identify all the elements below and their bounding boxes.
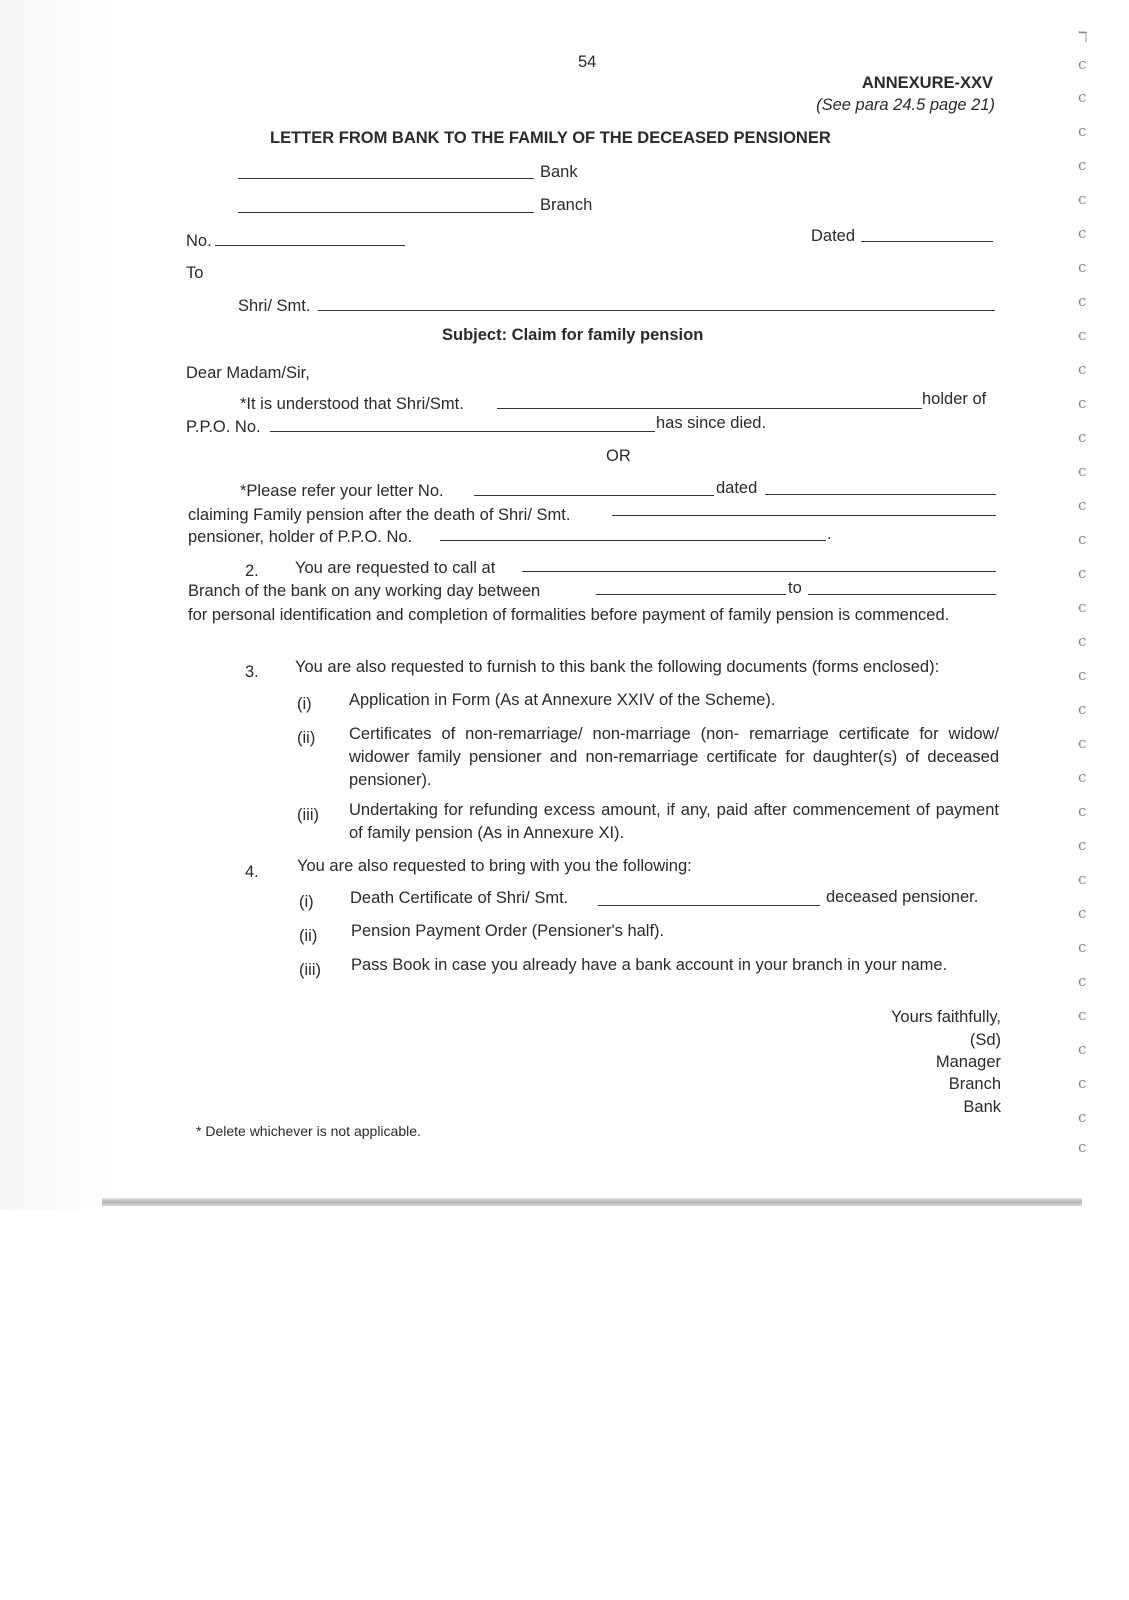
page-binding-shadow bbox=[0, 0, 120, 1210]
subject-line: Subject: Claim for family pension bbox=[442, 326, 704, 344]
sentence-period: . bbox=[827, 525, 832, 543]
branch-address-blank[interactable] bbox=[522, 571, 996, 572]
list-item-text: Certificates of non-remarriage/ non-marriage (non- remarriage certificate for widow/ widower family pensioner and non-remarriage certificate for daughter(s) of deceased pensioner). bbox=[349, 725, 999, 789]
salutation: Dear Madam/Sir, bbox=[186, 364, 310, 382]
branch-label: Branch bbox=[540, 196, 593, 214]
list-item-text: Application in Form (As at Annexure XXIV of the Scheme). bbox=[349, 691, 776, 709]
para2-number: 2. bbox=[245, 562, 259, 580]
page-number: 54 bbox=[578, 53, 597, 71]
letter-no-label: No. bbox=[186, 232, 212, 250]
para2-rest: for personal identification and completion of formalities before payment of family pension is commenced. bbox=[188, 606, 950, 624]
ppo-label: P.P.O. No. bbox=[186, 418, 261, 436]
letter-number-blank[interactable] bbox=[474, 495, 714, 496]
letter-no-blank[interactable] bbox=[215, 245, 405, 246]
para1-text: *It is understood that Shri/Smt. bbox=[240, 395, 464, 413]
deceased-name-blank-2[interactable] bbox=[612, 515, 996, 516]
closing-branch: Branch bbox=[948, 1075, 1001, 1093]
footnote: * Delete whichever is not applicable. bbox=[196, 1123, 421, 1139]
addressee-name-blank[interactable] bbox=[318, 310, 995, 311]
deceased-name-blank-3[interactable] bbox=[598, 905, 820, 906]
list-item-number: (i) bbox=[297, 695, 312, 713]
dated-blank[interactable] bbox=[861, 241, 993, 242]
addressee-label: Shri/ Smt. bbox=[238, 297, 311, 315]
list-item-text: Pass Book in case you already have a bank account in your branch in your name. bbox=[351, 956, 948, 974]
para4-text: You are also requested to bring with you the following: bbox=[297, 857, 692, 875]
page-title: LETTER FROM BANK TO THE FAMILY OF THE DECEASED PENSIONER bbox=[270, 129, 831, 147]
bank-name-blank[interactable] bbox=[238, 178, 534, 179]
see-para-reference: (See para 24.5 page 21) bbox=[816, 96, 995, 114]
para4-number: 4. bbox=[245, 863, 259, 881]
to-text: to bbox=[788, 579, 802, 597]
para3-number: 3. bbox=[245, 663, 259, 681]
list-item-text: Pension Payment Order (Pensioner's half). bbox=[351, 922, 665, 940]
letter-date-blank[interactable] bbox=[765, 494, 996, 495]
claiming-text: claiming Family pension after the death of Shri/ Smt. bbox=[188, 506, 571, 524]
list-item-number: (i) bbox=[299, 893, 314, 911]
has-died-text: has since died. bbox=[656, 414, 767, 432]
holder-of-text: holder of bbox=[922, 390, 987, 408]
list-item-number: (iii) bbox=[297, 806, 319, 824]
closing-sd: (Sd) bbox=[969, 1031, 1001, 1049]
dated-label: Dated bbox=[811, 227, 856, 245]
closing-bank: Bank bbox=[963, 1098, 1001, 1116]
deceased-name-blank[interactable] bbox=[497, 408, 922, 409]
time-to-blank[interactable] bbox=[808, 594, 996, 595]
call-at-text: You are requested to call at bbox=[295, 559, 496, 577]
bank-label: Bank bbox=[540, 163, 578, 181]
list-item-number: (ii) bbox=[299, 927, 318, 945]
or-separator: OR bbox=[606, 447, 631, 465]
ppo-number-blank-2[interactable] bbox=[440, 540, 826, 541]
list-item-number: (ii) bbox=[297, 729, 316, 747]
time-from-blank[interactable] bbox=[596, 594, 786, 595]
closing-manager: Manager bbox=[935, 1053, 1001, 1071]
death-certificate-text: Death Certificate of Shri/ Smt. bbox=[350, 889, 569, 907]
closing-yours-faithfully: Yours faithfully, bbox=[890, 1008, 1001, 1026]
pensioner-ppo-text: pensioner, holder of P.P.O. No. bbox=[188, 528, 413, 546]
dated-text: dated bbox=[716, 479, 758, 497]
para3-text: You are also requested to furnish to this bank the following documents (forms enclosed): bbox=[295, 658, 940, 676]
to-label: To bbox=[186, 264, 204, 282]
page-bottom-edge bbox=[102, 1198, 1082, 1206]
annexure-label: ANNEXURE-XXV bbox=[861, 74, 993, 92]
ppo-number-blank[interactable] bbox=[270, 431, 655, 432]
working-day-text: Branch of the bank on any working day between bbox=[188, 582, 541, 600]
list-item-text: Undertaking for refunding excess amount, if any, paid after commencement of payment of family pension (As in Annexure XI). bbox=[349, 801, 999, 842]
list-item-number: (iii) bbox=[299, 961, 321, 979]
branch-name-blank[interactable] bbox=[238, 212, 534, 213]
refer-letter-text: *Please refer your letter No. bbox=[240, 482, 444, 500]
deceased-pensioner-text: deceased pensioner. bbox=[826, 888, 979, 906]
